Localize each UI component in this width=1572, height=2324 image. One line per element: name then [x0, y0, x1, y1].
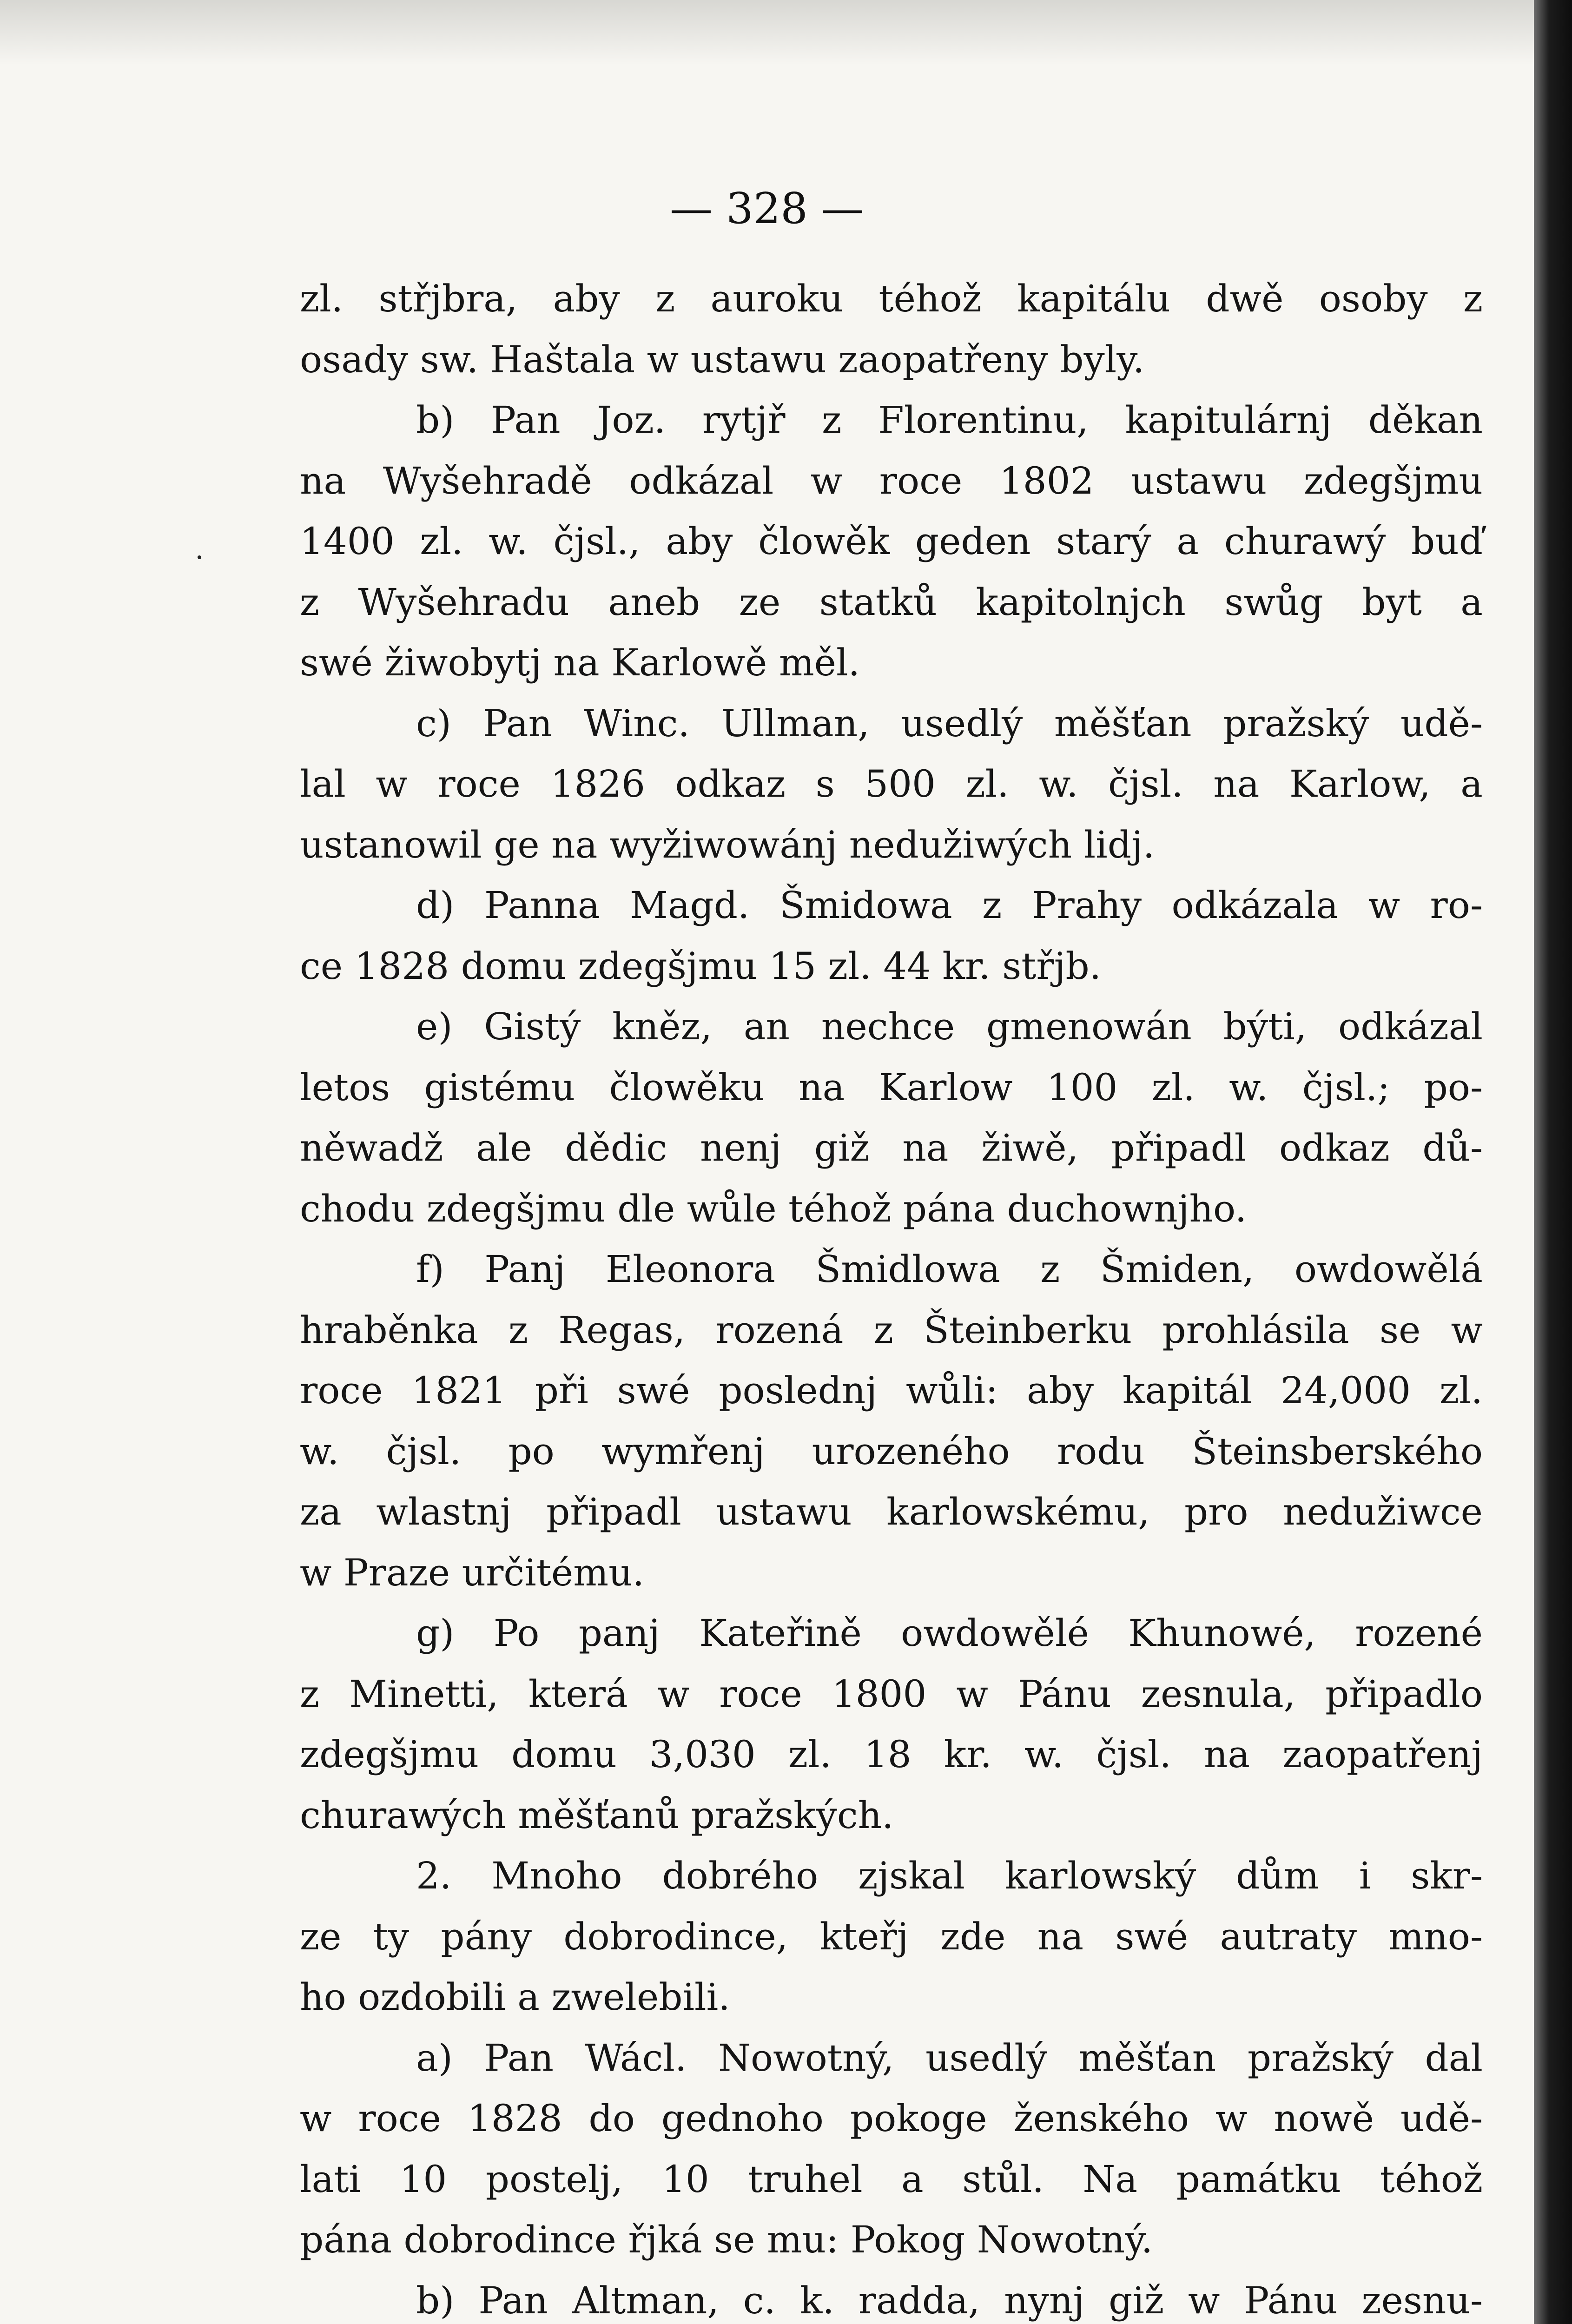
- text-line: na Wyšehradě odkázal w roce 1802 ustawu zdegšjmu: [300, 459, 1483, 502]
- text-line: za wlastnj připadl ustawu karlowskému, pro nedužiwce: [300, 1490, 1483, 1533]
- text-line: w. čjsl. po wymřenj urozeného rodu Šteinsberského: [300, 1429, 1483, 1473]
- text-line: d) Panna Magd. Šmidowa z Prahy odkázala w ro-: [416, 884, 1483, 927]
- text-line: a) Pan Wácl. Nowotný, usedlý měšťan pražský dal: [416, 2036, 1483, 2080]
- text-line: ce 1828 domu zdegšjmu 15 zl. 44 kr. střjb.: [300, 944, 1102, 988]
- text-line: zl. střjbra, aby z auroku téhož kapitálu dwě osoby z: [300, 277, 1483, 320]
- text-line: lal w roce 1826 odkaz s 500 zl. w. čjsl. na Karlow, a: [300, 762, 1483, 805]
- text-line: ze ty pány dobrodince, kteřj zde na swé autraty mno-: [300, 1915, 1483, 1958]
- text-line: c) Pan Winc. Ullman, usedlý měšťan pražský udě-: [416, 701, 1483, 745]
- text-line: e) Gistý kněz, an nechce gmenowán býti, odkázal: [416, 1005, 1483, 1048]
- text-line: hraběnka z Regas, rozená z Šteinberku prohlásila se w: [300, 1308, 1483, 1352]
- text-line: 1400 zl. w. čjsl., aby člowěk geden starý a churawý buď: [300, 520, 1483, 563]
- scan-speck: [198, 555, 201, 559]
- page-number: — 328 —: [669, 184, 865, 233]
- text-line: 2. Mnoho dobrého zjskal karlowský dům i skr-: [416, 1854, 1483, 1897]
- scan-shadow: [0, 0, 1534, 65]
- text-line: z Wyšehradu aneb ze statků kapitolnjch swůg byt a: [300, 580, 1483, 624]
- text-line: chodu zdegšjmu dle wůle téhož pána duchownjho.: [300, 1187, 1247, 1230]
- text-line: pána dobrodince řjká se mu: Pokog Nowotný.: [300, 2218, 1153, 2261]
- text-line: letos gistému člowěku na Karlow 100 zl. w. čjsl.; po-: [300, 1065, 1483, 1109]
- body-text: [300, 269, 1483, 2324]
- text-line: ho ozdobili a zwelebili.: [300, 1975, 730, 2019]
- text-line: swé žiwobytj na Karlowě měl.: [300, 641, 860, 684]
- text-line: g) Po panj Kateřině owdowělé Khunowé, rozené: [416, 1611, 1483, 1655]
- text-line: osady sw. Haštala w ustawu zaopatřeny byly.: [300, 337, 1145, 381]
- text-line: z Minetti, která w roce 1800 w Pánu zesnula, připadlo: [300, 1672, 1483, 1716]
- text-line: roce 1821 při swé poslednj wůli: aby kapitál 24,000 zl.: [300, 1369, 1483, 1412]
- text-line: zdegšjmu domu 3,030 zl. 18 kr. w. čjsl. na zaopatřenj: [300, 1733, 1483, 1776]
- text-line: churawých měšťanů pražských.: [300, 1793, 894, 1837]
- text-line: b) Pan Altman, c. k. radda, nynj giž w Pánu zesnu-: [416, 2278, 1483, 2322]
- text-line: lati 10 postelj, 10 truhel a stůl. Na památku téhož: [300, 2157, 1483, 2201]
- text-line: b) Pan Joz. rytjř z Florentinu, kapitulárnj děkan: [416, 398, 1483, 442]
- scan-edge: [1534, 0, 1572, 2324]
- text-line: w Praze určitému.: [300, 1551, 645, 1594]
- text-line: něwadž ale dědic nenj giž na žiwě, připadl odkaz dů-: [300, 1126, 1483, 1169]
- text-line: f) Panj Eleonora Šmidlowa z Šmiden, owdowělá: [416, 1248, 1483, 1291]
- text-line: ustanowil ge na wyžiwowánj nedužiwých lidj.: [300, 823, 1155, 866]
- text-line: w roce 1828 do gednoho pokoge ženského w nowě udě-: [300, 2097, 1483, 2140]
